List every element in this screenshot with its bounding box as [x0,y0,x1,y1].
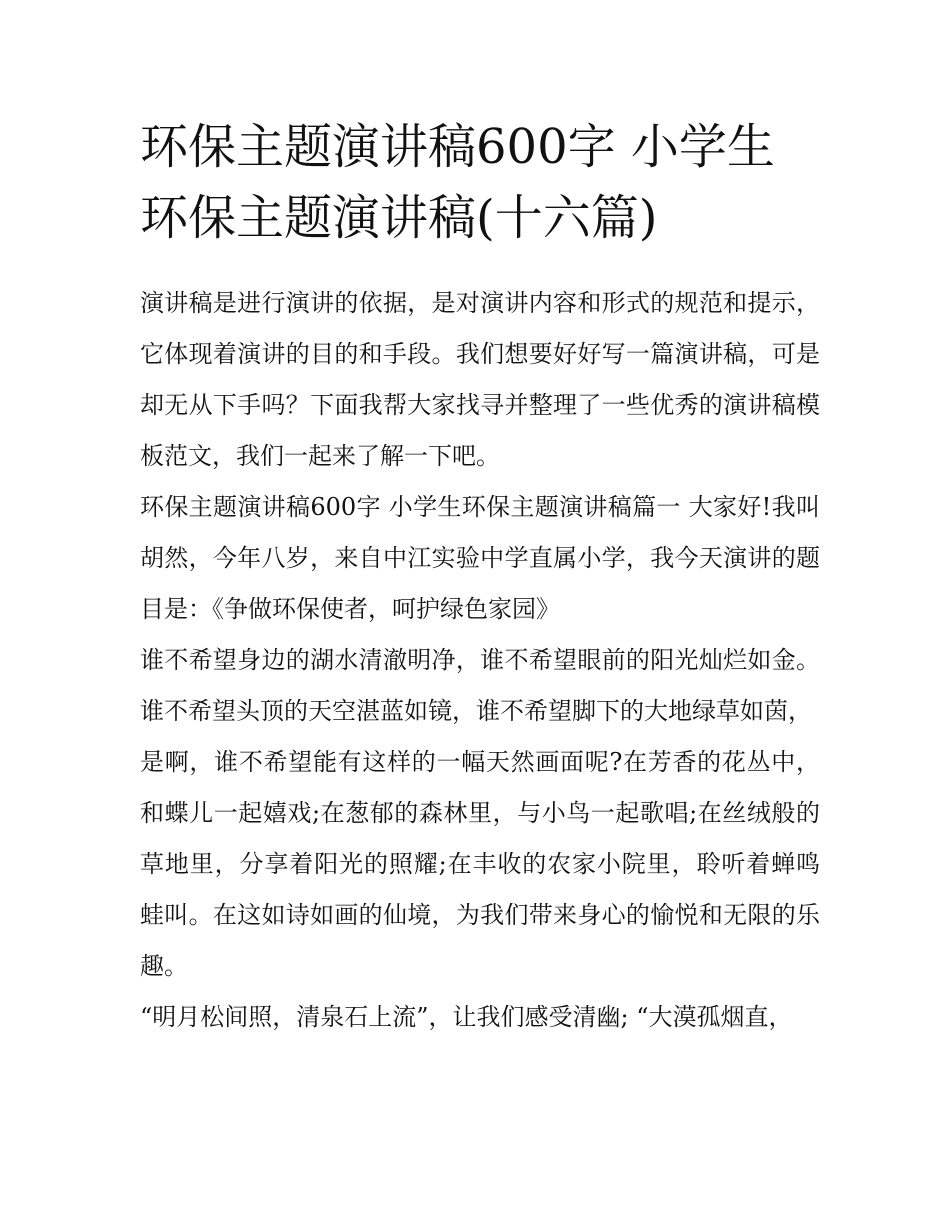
paragraph-wishes: 谁不希望身边的湖水清澈明净，谁不希望眼前的阳光灿烂如金。 谁不希望头顶的天空湛蓝如镜，谁不希望脚下的大地绿草如茵， [140,646,820,725]
paragraph-intro: 演讲稿是进行演讲的依据，是对演讲内容和形式的规范和提示，它体现着演讲的目的和手段。我们想要好好写一篇演讲稿，可是却无从下手吗？下面我帮大家找寻并整理了一些优秀的演讲稿模板范文，我们一起来了解一下吧。 [140,289,820,470]
paragraph-poem-quote: “明月松间照，清泉石上流”，让我们感受清幽; “大漠孤烟直， [140,1003,793,1031]
page-title: 环保主题演讲稿600字 小学生环保主题演讲稿(十六篇) [140,119,775,246]
paragraph-nature-scenes: 是啊，谁不希望能有这样的一幅天然画面呢?在芳香的花丛中，和蝶儿一起嬉戏;在葱郁的森林里，与小鸟一起歌唱;在丝绒般的草地里，分享着阳光的照耀;在丰收的农家小院里，聆听着蝉鸣蛙叫。在这如诗如画的仙境，为我们带来身心的愉悦和无限的乐趣。 [140,748,820,980]
document-body [140,278,820,1043]
paragraph-speech-opening: 环保主题演讲稿600字 小学生环保主题演讲稿篇一 大家好!我叫胡然，今年八岁，来自中江实验中学直属小学，我今天演讲的题目是：《争做环保使者，呵护绿色家园》 [140,493,820,623]
